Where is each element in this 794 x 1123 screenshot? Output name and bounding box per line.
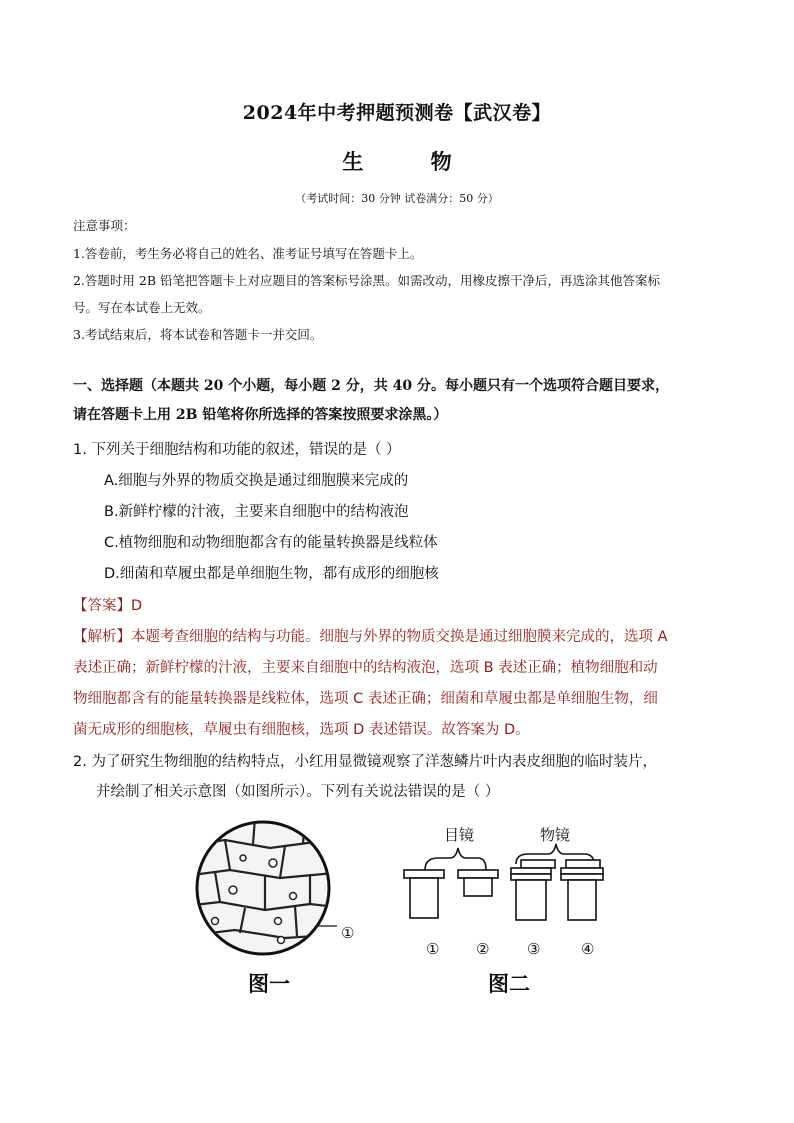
figure-1-cell-view — [185, 818, 365, 958]
lens-number: ③ — [527, 940, 541, 958]
figure-1-label: 图一 — [248, 971, 290, 996]
note-item: 2.答题时用 2B 铅笔把答题卡上对应题目的答案标号涂黑。如需改动，用橡皮擦干净后，再选涂其他答案标 — [73, 273, 661, 288]
notes-heading: 注意事项： — [73, 218, 136, 233]
exam-title: 2024年中考押题预测卷【武汉卷】 — [242, 102, 552, 124]
question-1-option-a: A.细胞与外界的物质交换是通过细胞膜来完成的 — [104, 473, 409, 489]
question-1-analysis-line: 菌无成形的细胞核，草履虫有细胞核，选项 D 表述错误。故答案为 D。 — [73, 722, 530, 738]
note-item: 1.答卷前，考生务必将自己的姓名、准考证号填写在答题卡上。 — [73, 246, 423, 261]
figure-1-marker: ① — [341, 924, 355, 942]
question-1-analysis-line: 表述正确；新鲜柠檬的汁液，主要来自细胞中的结构液泡，选项 B 表述正确；植物细胞和动 — [73, 660, 658, 676]
section-heading-line2: 请在答题卡上用 2B 铅笔将你所选择的答案按照要求涂黑。） — [73, 407, 448, 423]
question-1-option-d: D.细菌和草履虫都是单细胞生物，都有成形的细胞核 — [104, 566, 439, 582]
question-1-option-b: B.新鲜柠檬的汁液，主要来自细胞中的结构液泡 — [104, 504, 409, 520]
lens-number: ① — [426, 940, 440, 958]
question-1-analysis-line: 物细胞都含有的能量转换器是线粒体，选项 C 表述正确；细菌和草履虫都是单细胞生物，细 — [73, 691, 658, 707]
question-2-stem-line1: 2. 为了研究生物细胞的结构特点，小红用显微镜观察了洋葱鳞片叶内表皮细胞的临时装片， — [73, 754, 657, 770]
note-item: 3.考试结束后，将本试卷和答题卡一并交回。 — [73, 327, 323, 342]
question-2-stem-line2: 并绘制了相关示意图（如图所示）。下列有关说法错误的是（ ） — [96, 784, 500, 800]
lens-number: ④ — [581, 940, 595, 958]
eyepiece-label: 目镜 — [444, 826, 475, 844]
figure-2-lenses — [398, 840, 613, 922]
exam-info: （考试时间：30 分钟 试卷满分：50 分） — [295, 192, 499, 205]
question-1-analysis-line: 【解析】本题考查细胞的结构与功能。细胞与外界的物质交换是通过细胞膜来完成的，选项 A — [73, 629, 668, 645]
objective-label: 物镜 — [540, 826, 571, 844]
question-1-answer: 【答案】D — [73, 598, 143, 614]
section-heading-line1: 一、选择题（本题共 20 个小题，每小题 2 分，共 40 分。每小题只有一个选项符合题目要求， — [73, 378, 669, 394]
question-1-option-c: C.植物细胞和动物细胞都含有的能量转换器是线粒体 — [104, 535, 438, 551]
note-item: 号。写在本试卷上无效。 — [73, 300, 211, 315]
subject-title: 生 物 — [342, 149, 482, 174]
figure-2-label: 图二 — [488, 971, 530, 996]
question-1-stem: 1. 下列关于细胞结构和功能的叙述，错误的是（ ） — [73, 442, 401, 458]
lens-number: ② — [476, 940, 490, 958]
